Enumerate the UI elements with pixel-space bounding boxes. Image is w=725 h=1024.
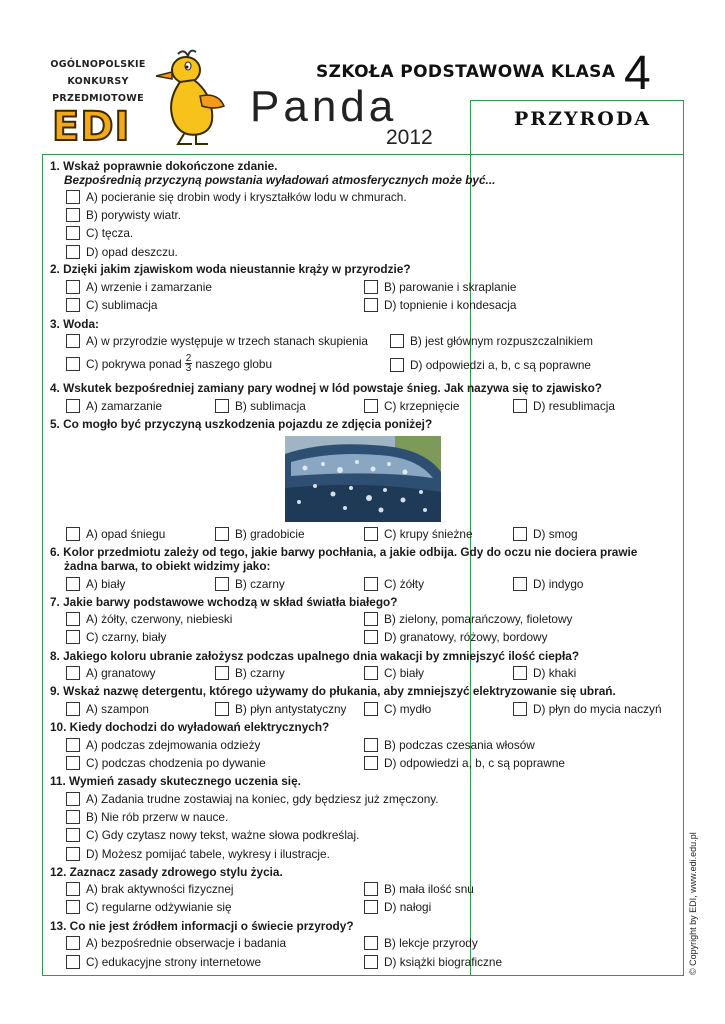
answer-9b[interactable] [215, 702, 346, 716]
answer-9a[interactable] [66, 702, 149, 716]
answer-9c[interactable] [364, 702, 431, 716]
checkbox[interactable] [364, 666, 378, 680]
school-level: SZKOŁA PODSTAWOWA KLASA [316, 62, 616, 82]
checkbox[interactable] [215, 399, 229, 413]
answer-label: C) tęcza. [86, 226, 134, 240]
question-6: 6. Kolor przedmiotu zależy od tego, jakie barwy pochłania, a jakie odbija. Gdy do oczu nie dociera prawie [50, 545, 638, 559]
checkbox[interactable] [215, 527, 229, 541]
question-8: 8. Jakiego koloru ubranie założysz podczas upalnego dnia wakacji by zmniejszyć ilość ciepła? [50, 649, 580, 663]
checkbox[interactable] [66, 955, 80, 969]
answer-1a[interactable] [66, 190, 407, 204]
question-4: 4. Wskutek bezpośredniej zamiany pary wodnej w lód powstaje śnieg. Jak nazywa się to zjawisko? [50, 381, 602, 395]
answer-label: B) sublimacja [235, 399, 306, 413]
checkbox[interactable] [66, 527, 80, 541]
contest-year: 2012 [386, 126, 433, 149]
answer-label: D) granatowy, różowy, bordowy [384, 630, 548, 644]
answer-13c[interactable] [66, 955, 261, 969]
answer-5a[interactable] [66, 527, 165, 541]
answer-10d[interactable] [364, 756, 565, 770]
checkbox[interactable] [390, 358, 404, 372]
answer-4b[interactable] [215, 399, 306, 413]
answer-label: B) zielony, pomarańczowy, fioletowy [384, 612, 573, 626]
answer-label: D) Możesz pomijać tabele, wykresy i ilustracje. [86, 847, 330, 861]
checkbox[interactable] [364, 577, 378, 591]
answer-label: D) khaki [533, 666, 577, 680]
answer-label-suffix: naszego globu [195, 356, 273, 371]
checkbox[interactable] [66, 334, 80, 348]
answer-7b[interactable] [364, 612, 572, 626]
answer-label: B) lekcje przyrody [384, 936, 478, 950]
answer-8c[interactable] [364, 666, 424, 680]
checkbox[interactable] [66, 702, 80, 716]
answer-10c[interactable] [66, 756, 266, 770]
logo-line-2: KONKURSY [67, 76, 129, 87]
answer-10a[interactable] [66, 738, 260, 752]
answer-label: B) Nie rób przerw w nauce. [86, 810, 229, 824]
duck-mascot-icon [150, 46, 230, 150]
answer-label: C) pokrywa ponad [86, 356, 182, 371]
answer-label: A) opad śniegu [86, 527, 166, 541]
answer-12d[interactable] [364, 900, 431, 914]
answer-7a[interactable] [66, 612, 232, 626]
question-2: 2. Dzięki jakim zjawiskom woda nieustannie krąży w przyrodzie? [50, 262, 411, 276]
edi-logo: EDI [52, 104, 131, 150]
question-11: 11. Wymień zasady skutecznego uczenia się. [50, 774, 301, 788]
checkbox[interactable] [364, 882, 378, 896]
checkbox[interactable] [364, 900, 378, 914]
checkbox[interactable] [364, 527, 378, 541]
answer-label: A) Zadania trudne zostawiaj na koniec, gdy będziesz już zmęczony. [86, 792, 439, 806]
checkbox[interactable] [66, 936, 80, 950]
answer-6d[interactable] [513, 577, 584, 591]
answer-8d[interactable] [513, 666, 576, 680]
checkbox[interactable] [364, 936, 378, 950]
contest-logo-text [48, 56, 148, 107]
checkbox[interactable] [66, 792, 80, 806]
answer-label: C) krupy śnieżne [384, 527, 473, 541]
answer-label: A) szampon [86, 702, 149, 716]
checkbox[interactable] [66, 577, 80, 591]
answer-label: B) podczas czesania włosów [384, 738, 535, 752]
answer-label: D) płyn do mycia naczyń [533, 702, 662, 716]
answer-label: A) biały [86, 577, 126, 591]
answer-label: D) opad deszczu. [86, 245, 178, 259]
answer-12b[interactable] [364, 882, 474, 896]
checkbox[interactable] [66, 190, 80, 204]
question-13: 13. Co nie jest źródłem informacji o świecie przyrody? [50, 919, 354, 933]
answer-11b[interactable] [66, 810, 228, 824]
answer-label: B) czarny [235, 577, 285, 591]
answer-label: A) brak aktywności fizycznej [86, 882, 234, 896]
answer-label: B) gradobicie [235, 527, 305, 541]
answer-label: B) parowanie i skraplanie [384, 280, 517, 294]
checkbox[interactable] [364, 756, 378, 770]
answer-13d[interactable] [364, 955, 502, 969]
checkbox[interactable] [364, 399, 378, 413]
checkbox[interactable] [513, 399, 527, 413]
answer-4c[interactable] [364, 399, 459, 413]
checkbox[interactable] [66, 738, 80, 752]
answer-label: D) smog [533, 527, 578, 541]
checkbox[interactable] [513, 527, 527, 541]
checkbox[interactable] [66, 399, 80, 413]
answer-4a[interactable] [66, 399, 162, 413]
question-3: 3. Woda: [50, 317, 99, 331]
checkbox[interactable] [513, 702, 527, 716]
answer-10b[interactable] [364, 738, 535, 752]
answer-label: C) regularne odżywianie się [86, 900, 232, 914]
checkbox[interactable] [513, 666, 527, 680]
answer-3a[interactable] [66, 334, 368, 348]
checkbox[interactable] [66, 882, 80, 896]
answer-3d[interactable] [390, 358, 591, 372]
checkbox[interactable] [66, 226, 80, 240]
answer-label: A) podczas zdejmowania odzieży [86, 738, 261, 752]
answer-2c[interactable] [66, 298, 157, 312]
checkbox[interactable] [66, 810, 80, 824]
checkbox[interactable] [364, 298, 378, 312]
checkbox[interactable] [364, 612, 378, 626]
answer-label: C) sublimacja [86, 298, 158, 312]
fraction-numerator: 2 [185, 353, 192, 364]
answer-label: D) odpowiedzi a, b, c są poprawne [384, 756, 565, 770]
answer-5d[interactable] [513, 527, 578, 541]
answer-13a[interactable] [66, 936, 286, 950]
answer-label: B) mała ilość snu [384, 882, 474, 896]
answer-1d[interactable] [66, 245, 178, 259]
answer-3b[interactable] [390, 334, 593, 348]
checkbox[interactable] [66, 245, 80, 259]
answer-label: C) krzepnięcie [384, 399, 460, 413]
answer-6a[interactable] [66, 577, 125, 591]
answer-11a[interactable] [66, 792, 439, 806]
answer-12a[interactable] [66, 882, 234, 896]
answer-label: D) książki biograficzne [384, 955, 503, 969]
answer-label: C) biały [384, 666, 424, 680]
checkbox[interactable] [66, 298, 80, 312]
answer-13b[interactable] [364, 936, 478, 950]
answer-label: C) edukacyjne strony internetowe [86, 955, 262, 969]
checkbox[interactable] [66, 900, 80, 914]
fraction-denominator: 3 [185, 363, 192, 374]
checkbox[interactable] [364, 955, 378, 969]
checkbox[interactable] [390, 334, 404, 348]
answer-label: A) bezpośrednie obserwacje i badania [86, 936, 287, 950]
answer-label: A) zamarzanie [86, 399, 163, 413]
checkbox[interactable] [66, 280, 80, 294]
answer-7c[interactable] [66, 630, 166, 644]
checkbox[interactable] [66, 756, 80, 770]
answer-label: D) resublimacja [533, 399, 615, 413]
answer-label: D) indygo [533, 577, 584, 591]
answer-label: B) czarny [235, 666, 285, 680]
hail-damaged-car-photo [285, 436, 441, 522]
answer-2d[interactable] [364, 298, 516, 312]
answer-label: A) w przyrodzie występuje w trzech stanach skupienia [86, 334, 368, 348]
contest-name: Panda [250, 82, 398, 131]
answer-8b[interactable] [215, 666, 285, 680]
answer-label: B) płyn antystatyczny [235, 702, 347, 716]
question-1-subtext: Bezpośrednią przyczyną powstania wyładowań atmosferycznych może być... [64, 173, 496, 187]
answer-8a[interactable] [66, 666, 156, 680]
answer-label: B) porywisty wiatr. [86, 208, 182, 222]
answer-11d[interactable] [66, 847, 330, 861]
checkbox[interactable] [66, 357, 80, 371]
checkbox[interactable] [364, 738, 378, 752]
answer-label: C) mydło [384, 702, 432, 716]
checkbox[interactable] [66, 847, 80, 861]
answer-5b[interactable] [215, 527, 305, 541]
checkbox[interactable] [66, 208, 80, 222]
checkbox[interactable] [66, 630, 80, 644]
answer-label: C) żółty [384, 577, 424, 591]
checkbox[interactable] [66, 666, 80, 680]
checkbox[interactable] [364, 630, 378, 644]
checkbox[interactable] [364, 280, 378, 294]
answer-1c[interactable] [66, 226, 133, 240]
answer-12c[interactable] [66, 900, 232, 914]
answer-label: C) podczas chodzenia po dywanie [86, 756, 266, 770]
answer-4d[interactable] [513, 399, 615, 413]
answer-3c[interactable] [66, 354, 272, 373]
answer-label: C) czarny, biały [86, 630, 167, 644]
answer-label: D) topnienie i kondesacja [384, 298, 517, 312]
answer-6b[interactable] [215, 577, 285, 591]
logo-line-3: PRZEDMIOTOWE [52, 93, 144, 104]
checkbox[interactable] [364, 702, 378, 716]
question-6-line-2: żadna barwa, to obiekt widzimy jako: [64, 559, 271, 573]
answer-label: A) pocieranie się drobin wody i kryształków lodu w chmurach. [86, 190, 407, 204]
answer-5c[interactable] [364, 527, 473, 541]
logo-line-1: OGÓLNOPOLSKIE [50, 59, 146, 70]
answer-label: A) wrzenie i zamarzanie [86, 280, 212, 294]
question-12: 12. Zaznacz zasady zdrowego stylu życia. [50, 865, 283, 879]
answer-label: D) nałogi [384, 900, 432, 914]
question-1: 1. Wskaż poprawnie dokończone zdanie. [50, 159, 278, 173]
answer-2a[interactable] [66, 280, 212, 294]
question-5: 5. Co mogło być przyczyną uszkodzenia pojazdu ze zdjęcia poniżej? [50, 417, 433, 431]
question-9: 9. Wskaż nazwę detergentu, którego używamy do płukania, aby zmniejszyć elektryzowanie się ubrań. [50, 684, 616, 698]
answer-label: A) żółty, czerwony, niebieski [86, 612, 233, 626]
copyright: © Copyright by EDI, www.edi.edu.pl [688, 832, 698, 975]
checkbox[interactable] [215, 702, 229, 716]
answer-1b[interactable] [66, 208, 181, 222]
answer-label: C) Gdy czytasz nowy tekst, ważne słowa podkreślaj. [86, 828, 360, 842]
question-7: 7. Jakie barwy podstawowe wchodzą w skład światła białego? [50, 595, 398, 609]
checkbox[interactable] [215, 666, 229, 680]
checkbox[interactable] [66, 828, 80, 842]
answer-label: B) jest głównym rozpuszczalnikiem [410, 334, 593, 348]
subject-title: PRZYRODA [514, 108, 652, 130]
checkbox[interactable] [66, 612, 80, 626]
checkbox[interactable] [215, 577, 229, 591]
grade-number: 4 [624, 47, 651, 100]
answer-11c[interactable] [66, 828, 359, 842]
answer-label: A) granatowy [86, 666, 156, 680]
fraction-two-thirds [185, 354, 193, 373]
answer-2b[interactable] [364, 280, 516, 294]
checkbox[interactable] [513, 577, 527, 591]
answer-label: D) odpowiedzi a, b, c są poprawne [410, 358, 591, 372]
answer-6c[interactable] [364, 577, 424, 591]
answer-7d[interactable] [364, 630, 547, 644]
answer-9d[interactable] [513, 702, 662, 716]
question-10: 10. Kiedy dochodzi do wyładowań elektrycznych? [50, 720, 330, 734]
